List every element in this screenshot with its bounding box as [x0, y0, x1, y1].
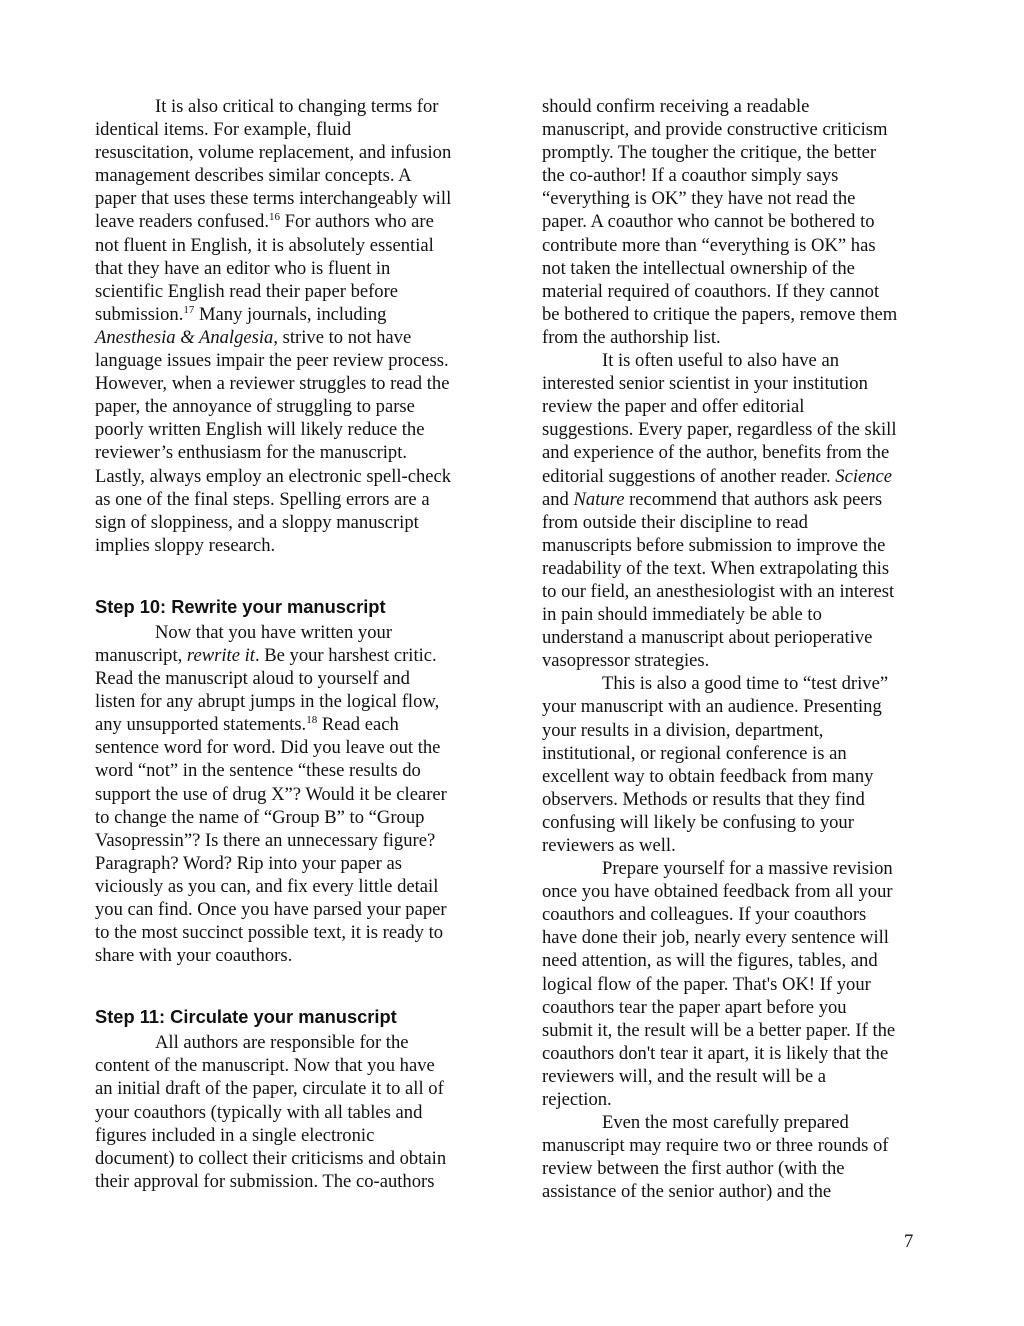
text-line	[542, 395, 937, 418]
text-segment: scientific English read their paper before	[95, 280, 399, 302]
text-segment: coauthors and colleagues. If your coauthors	[542, 904, 867, 926]
text-line	[95, 234, 495, 257]
text-segment: assistance of the senior author) and the	[542, 1181, 832, 1203]
text-segment: management describes similar concepts. A	[95, 165, 412, 187]
text-segment: manuscripts before submission to improve the	[542, 534, 886, 556]
text-line	[542, 280, 937, 303]
text-segment: Now that you have written your	[155, 621, 393, 643]
text-segment: any unsupported statements.	[95, 714, 307, 736]
text-line	[95, 511, 495, 534]
text-segment: figures included in a single electronic	[95, 1124, 375, 1146]
text-line	[542, 557, 937, 580]
text-segment: implies sloppy research.	[95, 534, 276, 556]
text-line	[542, 857, 937, 880]
text-segment: submit it, the result will be a better paper. If the	[542, 1019, 896, 1041]
text-segment: you can find. Once you have parsed your paper	[95, 899, 447, 920]
text-segment: your manuscript with an audience. Presenting	[542, 696, 882, 718]
text-segment: paper, the annoyance of struggling to parse	[95, 396, 415, 418]
text-line	[542, 649, 937, 672]
text-segment: Prepare yourself for a massive revision	[602, 858, 893, 880]
text-line	[542, 1134, 937, 1157]
italic-text: rewrite it	[186, 644, 255, 666]
text-segment: Even the most carefully prepared	[602, 1112, 849, 1134]
text-segment: manuscript may require two or three rounds of	[542, 1135, 889, 1157]
text-segment: share with your coauthors.	[95, 945, 293, 967]
text-line	[95, 326, 495, 349]
text-line	[542, 164, 937, 187]
text-line	[95, 441, 495, 464]
text-line	[95, 783, 495, 806]
text-line	[95, 488, 495, 511]
text-segment: All authors are responsible for the	[155, 1032, 409, 1054]
text-segment: paper. A coauthor who cannot be bothered to	[542, 211, 875, 233]
italic-text: Science	[835, 465, 893, 487]
text-segment: identical items. For example, fluid	[95, 119, 352, 141]
text-segment: Vasopressin”? Is there an unnecessary figure?	[95, 829, 436, 851]
text-line	[542, 234, 937, 257]
text-segment: coauthors don't tear it apart, it is likely that the	[542, 1042, 889, 1064]
text-line	[95, 621, 495, 644]
text-segment: “everything is OK” they have not read the	[542, 188, 856, 210]
text-segment: viciously as you can, and fix every little detail	[95, 875, 439, 897]
text-segment: interested senior scientist in your institution	[542, 373, 868, 395]
text-segment: not fluent in English, it is absolutely essential	[95, 234, 434, 256]
text-segment: word “not” in the sentence “these results do	[95, 760, 421, 782]
text-line	[542, 695, 937, 718]
text-segment: your coauthors (typically with all tables and	[95, 1101, 423, 1123]
text-line	[542, 1019, 937, 1042]
text-line	[95, 1170, 495, 1193]
text-line	[95, 806, 495, 829]
text-line	[95, 875, 495, 898]
text-segment: your results in a division, department,	[542, 719, 824, 741]
text-segment: editorial suggestions of another reader.	[542, 465, 836, 487]
text-segment: observers. Methods or results that they find	[542, 788, 865, 810]
text-line	[542, 811, 937, 834]
text-segment: For authors who are	[279, 211, 434, 233]
text-line	[542, 210, 937, 233]
text-segment: and	[542, 488, 574, 510]
text-segment: the co-author! If a coauthor simply says	[542, 165, 839, 187]
text-segment: content of the manuscript. Now that you have	[95, 1055, 435, 1077]
text-line	[542, 372, 937, 395]
text-line	[542, 1111, 937, 1134]
text-segment: document) to collect their criticisms and obtain	[95, 1147, 447, 1169]
text-segment: need attention, as will the figures, tables, and	[542, 950, 878, 972]
text-segment: from outside their discipline to read	[542, 511, 808, 533]
section-gap	[95, 557, 495, 593]
text-segment: from the authorship list.	[542, 326, 721, 348]
text-line	[95, 1054, 495, 1077]
text-line	[95, 1101, 495, 1124]
text-line	[95, 303, 495, 326]
text-line	[542, 465, 937, 488]
text-segment: recommend that authors ask peers	[624, 488, 883, 510]
text-segment: have done their job, nearly every sentence will	[542, 927, 889, 949]
citation-superscript: 16	[268, 211, 280, 224]
text-segment: review the paper and offer editorial	[542, 396, 805, 418]
text-segment: to our field, an anesthesiologist with an interest	[542, 580, 895, 602]
text-segment: manuscript, and provide constructive criticism	[542, 119, 888, 141]
text-segment: excellent way to obtain feedback from many	[542, 765, 874, 787]
text-line	[542, 996, 937, 1019]
text-segment: reviewer’s enthusiasm for the manuscript.	[95, 442, 408, 464]
text-segment: It is often useful to also have an	[602, 350, 840, 372]
text-segment: reviewers as well.	[542, 835, 676, 856]
text-line	[542, 303, 937, 326]
left-column	[95, 95, 495, 1193]
text-line	[542, 326, 937, 349]
text-segment: contribute more than “everything is OK” has	[542, 234, 876, 256]
text-line	[542, 903, 937, 926]
text-line	[95, 534, 495, 557]
right-column	[542, 95, 937, 1204]
text-line	[542, 418, 937, 441]
text-line	[95, 644, 495, 667]
text-line	[542, 603, 937, 626]
text-line	[542, 973, 937, 996]
text-segment: review between the first author (with the	[542, 1158, 845, 1180]
text-segment: once you have obtained feedback from all your	[542, 881, 893, 903]
text-segment: rejection.	[542, 1089, 612, 1111]
italic-text: Anesthesia & Analgesia	[95, 326, 274, 348]
citation-superscript: 17	[183, 303, 195, 316]
text-segment: However, when a reviewer struggles to read the	[95, 373, 450, 395]
text-line	[95, 829, 495, 852]
text-line	[542, 1065, 937, 1088]
text-segment: support the use of drug X”? Would it be clearer	[95, 783, 447, 805]
section-heading: Step 11: Circulate your manuscript	[95, 1006, 397, 1028]
text-segment: poorly written English will likely reduce the	[95, 419, 425, 441]
text-segment: paper that uses these terms interchangeably will	[95, 188, 452, 210]
text-line	[95, 257, 495, 280]
text-line	[542, 719, 937, 742]
text-segment: promptly. The tougher the critique, the better	[542, 142, 877, 164]
text-segment: Paragraph? Word? Rip into your paper as	[95, 852, 402, 874]
italic-text: Nature	[573, 488, 625, 510]
text-segment: to change the name of “Group B” to “Group	[95, 806, 425, 828]
text-line	[542, 441, 937, 464]
text-segment: institutional, or regional conference is an	[542, 742, 847, 764]
text-line	[95, 465, 495, 488]
text-line	[95, 713, 495, 736]
text-segment: manuscript,	[95, 644, 187, 666]
text-line	[542, 187, 937, 210]
text-line	[95, 280, 495, 303]
text-segment: coauthors tear the paper apart before you	[542, 996, 847, 1018]
text-segment: Read each	[317, 714, 399, 736]
text-line	[542, 926, 937, 949]
text-line	[95, 759, 495, 782]
text-segment: understand a manuscript about perioperative	[542, 627, 873, 649]
text-segment: language issues impair the peer review process.	[95, 350, 449, 372]
text-line	[95, 1031, 495, 1054]
text-segment: readability of the text. When extrapolating this	[542, 557, 890, 579]
text-line	[542, 257, 937, 280]
text-line	[95, 95, 495, 118]
text-line	[542, 788, 937, 811]
text-segment: to the most succinct possible text, it is ready to	[95, 922, 444, 944]
text-line	[95, 187, 495, 210]
page-number: 7	[904, 1231, 914, 1252]
text-segment: logical flow of the paper. That's OK! If your	[542, 973, 871, 995]
text-line	[542, 95, 937, 118]
text-line	[95, 667, 495, 690]
text-line	[542, 580, 937, 603]
text-segment: resuscitation, volume replacement, and infusion	[95, 142, 452, 164]
text-segment: an initial draft of the paper, circulate it to all of	[95, 1078, 444, 1100]
text-segment: reviewers will, and the result will be a	[542, 1065, 826, 1087]
text-segment: as one of the final steps. Spelling errors are a	[95, 488, 430, 510]
text-segment: submission.	[95, 303, 184, 325]
text-line	[542, 949, 937, 972]
citation-superscript: 18	[306, 714, 318, 727]
text-line	[542, 834, 937, 857]
text-line	[95, 395, 495, 418]
text-segment: and experience of the author, benefits from the	[542, 442, 890, 464]
text-line	[542, 141, 937, 164]
text-line	[542, 672, 937, 695]
text-line	[542, 511, 937, 534]
text-segment: material required of coauthors. If they cannot	[542, 280, 880, 302]
text-line	[95, 921, 495, 944]
text-line	[542, 1042, 937, 1065]
text-line	[95, 349, 495, 372]
section-gap	[95, 967, 495, 1003]
text-line	[95, 372, 495, 395]
text-line	[542, 534, 937, 557]
text-line	[542, 118, 937, 141]
text-line	[542, 488, 937, 511]
text-segment: their approval for submission. The co-authors	[95, 1170, 435, 1192]
text-segment: sentence word for word. Did you leave out the	[95, 737, 441, 759]
text-line	[95, 418, 495, 441]
text-segment: Lastly, always employ an electronic spell-check	[95, 465, 452, 487]
text-segment: not taken the intellectual ownership of the	[542, 257, 855, 279]
text-line	[95, 1077, 495, 1100]
text-segment: sign of sloppiness, and a sloppy manuscript	[95, 511, 419, 533]
text-line	[95, 898, 495, 921]
text-segment: It is also critical to changing terms for	[155, 96, 439, 117]
text-segment: , strive to not have	[273, 326, 412, 348]
text-line	[542, 1088, 937, 1111]
text-line	[542, 1157, 937, 1180]
text-segment: listen for any abrupt jumps in the logical flow,	[95, 691, 440, 713]
text-line	[542, 880, 937, 903]
text-segment: leave readers confused.	[95, 211, 269, 233]
text-line	[542, 1180, 937, 1203]
text-line	[95, 852, 495, 875]
text-segment: in pain should immediately be able to	[542, 604, 822, 626]
text-segment: should confirm receiving a readable	[542, 96, 810, 117]
text-line	[95, 1124, 495, 1147]
text-segment: vasopressor strategies.	[542, 650, 710, 672]
text-line	[95, 164, 495, 187]
text-segment: Read the manuscript aloud to yourself and	[95, 668, 410, 690]
text-line	[542, 765, 937, 788]
text-line	[95, 118, 495, 141]
text-segment: that they have an editor who is fluent in	[95, 257, 391, 279]
text-segment: suggestions. Every paper, regardless of the skill	[542, 419, 897, 441]
text-line	[542, 626, 937, 649]
text-line	[542, 742, 937, 765]
text-segment: . Be your harshest critic.	[254, 644, 437, 666]
text-line	[95, 736, 495, 759]
text-segment: This is also a good time to “test drive”	[602, 673, 889, 695]
text-line	[95, 210, 495, 233]
text-line	[95, 141, 495, 164]
text-line	[95, 690, 495, 713]
text-line	[95, 944, 495, 967]
text-line	[95, 1147, 495, 1170]
text-segment: confusing will likely be confusing to your	[542, 811, 854, 833]
text-segment: Many journals, including	[194, 303, 387, 325]
text-segment: be bothered to critique the papers, remove them	[542, 303, 898, 325]
text-line	[542, 349, 937, 372]
section-heading: Step 10: Rewrite your manuscript	[95, 595, 386, 617]
